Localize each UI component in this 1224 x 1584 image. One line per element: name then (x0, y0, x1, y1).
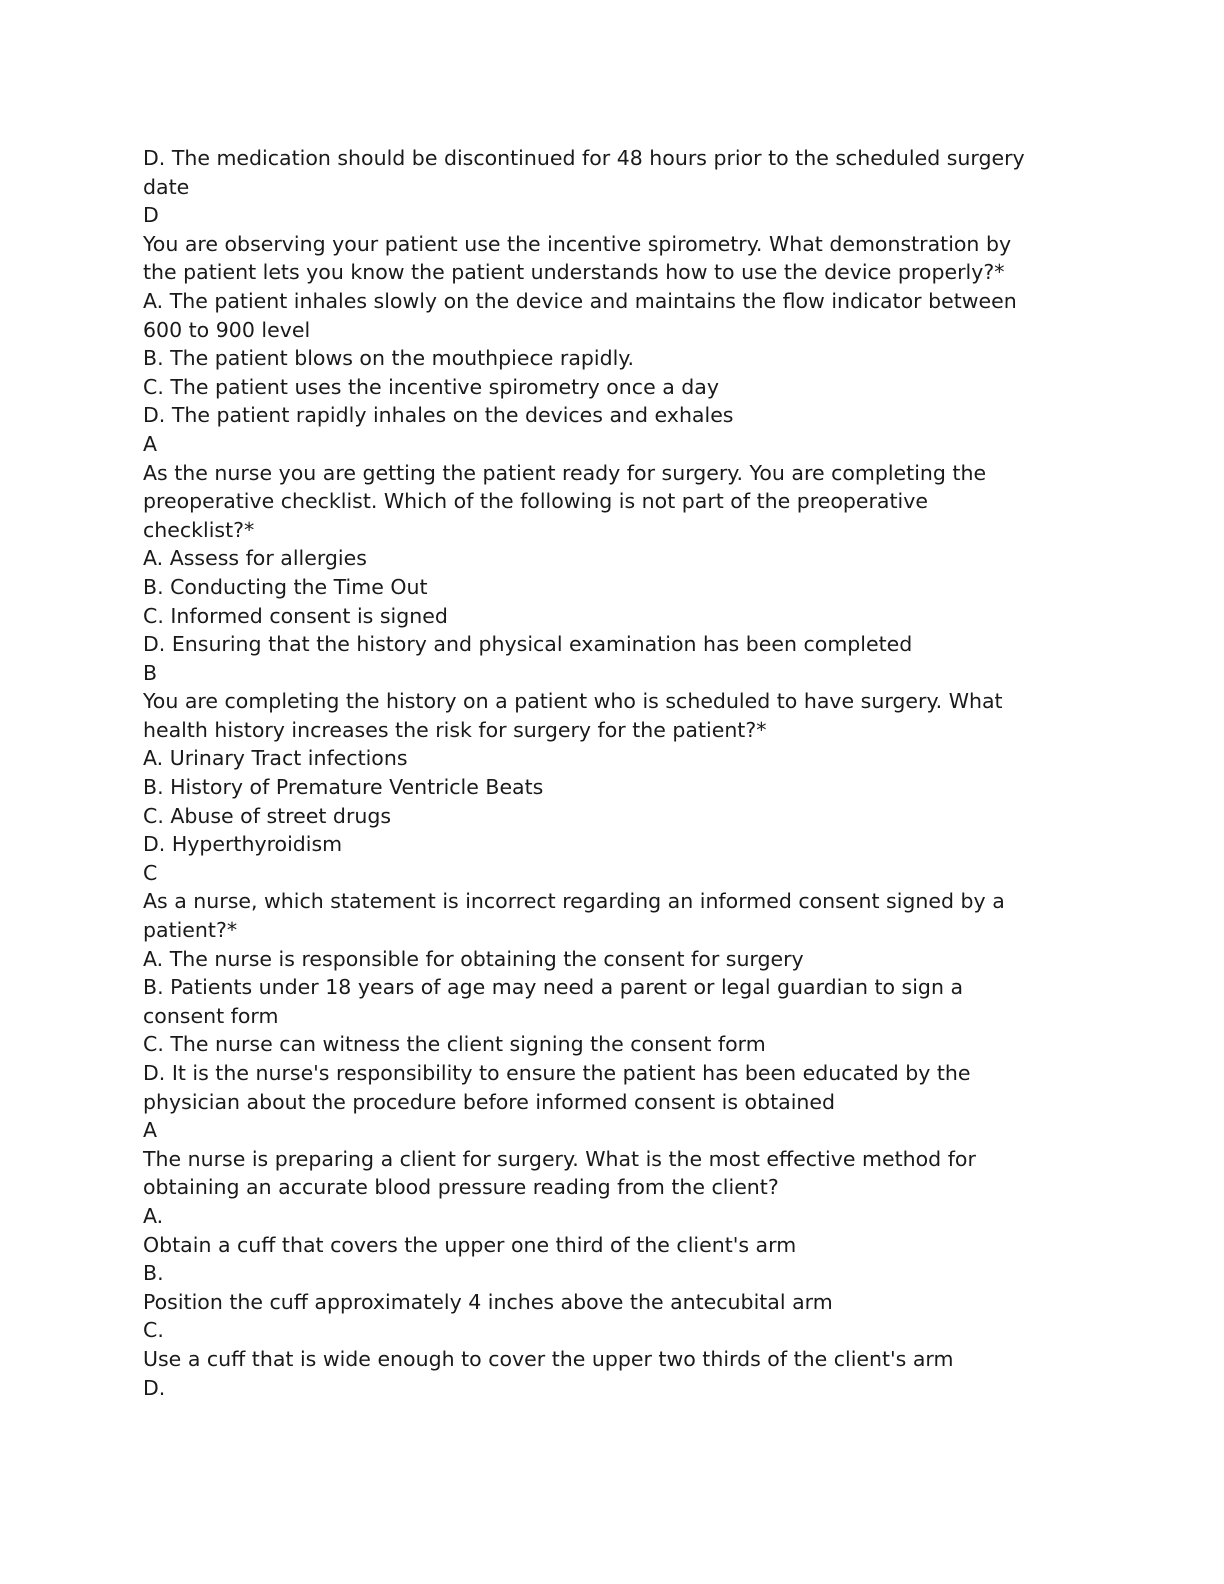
answer-key: A (143, 431, 158, 456)
answer-option: C. Abuse of street drugs (143, 803, 392, 828)
question-text: As a nurse, which statement is incorrect regarding an informed consent signed by a (143, 889, 1005, 914)
question-text: You are observing your patient use the incentive spirometry. What demonstration by (143, 231, 1012, 256)
answer-option: C. The nurse can witness the client signing the consent form (143, 1032, 766, 1057)
answer-option: B. The patient blows on the mouthpiece rapidly. (143, 346, 635, 371)
answer-option: D. Hyperthyroidism (143, 832, 343, 857)
answer-option: B. History of Premature Ventricle Beats (143, 775, 544, 800)
option-letter: C. (143, 1318, 164, 1343)
question-text: the patient lets you know the patient understands how to use the device properly?* (143, 260, 1005, 285)
question-text: You are completing the history on a patient who is scheduled to have surgery. What (143, 689, 1003, 714)
answer-option: consent form (143, 1003, 279, 1028)
text-line: D. The medication should be discontinued for 48 hours prior to the scheduled surgery (143, 146, 1025, 170)
answer-key: B (143, 660, 158, 685)
answer-option: physician about the procedure before informed consent is obtained (143, 1089, 836, 1114)
answer-option: Position the cuff approximately 4 inches above the antecubital arm (143, 1289, 833, 1314)
answer-option: A. Assess for allergies (143, 546, 367, 571)
answer-option: D. It is the nurse's responsibility to ensure the patient has been educated by the (143, 1061, 971, 1085)
answer-option: D. Ensuring that the history and physical examination has been completed (143, 632, 913, 657)
question-text: checklist?* (143, 517, 255, 542)
answer-option: D. The patient rapidly inhales on the devices and exhales (143, 403, 734, 428)
option-letter: B. (143, 1261, 164, 1286)
answer-option: Use a cuff that is wide enough to cover the upper two thirds of the client's arm (143, 1346, 954, 1371)
question-text: As the nurse you are getting the patient ready for surgery. You are completing the (143, 460, 987, 485)
answer-option: A. The nurse is responsible for obtaining the consent for surgery (143, 946, 804, 971)
question-text: health history increases the risk for surgery for the patient?* (143, 717, 767, 742)
question-text: patient?* (143, 918, 238, 943)
answer-option: B. Patients under 18 years of age may need a parent or legal guardian to sign a (143, 975, 964, 1000)
document-page (143, 144, 1073, 1402)
answer-option: Obtain a cuff that covers the upper one third of the client's arm (143, 1232, 797, 1257)
answer-option: C. The patient uses the incentive spirometry once a day (143, 374, 719, 399)
text-line: date (143, 174, 190, 199)
answer-option: A. The patient inhales slowly on the device and maintains the flow indicator between (143, 288, 1017, 313)
answer-key: C (143, 860, 158, 885)
question-text: The nurse is preparing a client for surgery. What is the most effective method for (143, 1146, 976, 1171)
answer-key: D (143, 203, 159, 228)
option-letter: A. (143, 1203, 164, 1228)
answer-option: 600 to 900 level (143, 317, 311, 342)
answer-option: A. Urinary Tract infections (143, 746, 408, 771)
answer-option: C. Informed consent is signed (143, 603, 448, 628)
question-text: preoperative checklist. Which of the following is not part of the preoperative (143, 489, 928, 514)
question-text: obtaining an accurate blood pressure reading from the client? (143, 1175, 779, 1200)
answer-option: B. Conducting the Time Out (143, 574, 428, 599)
answer-key: A (143, 1118, 158, 1143)
option-letter: D. (143, 1375, 166, 1400)
